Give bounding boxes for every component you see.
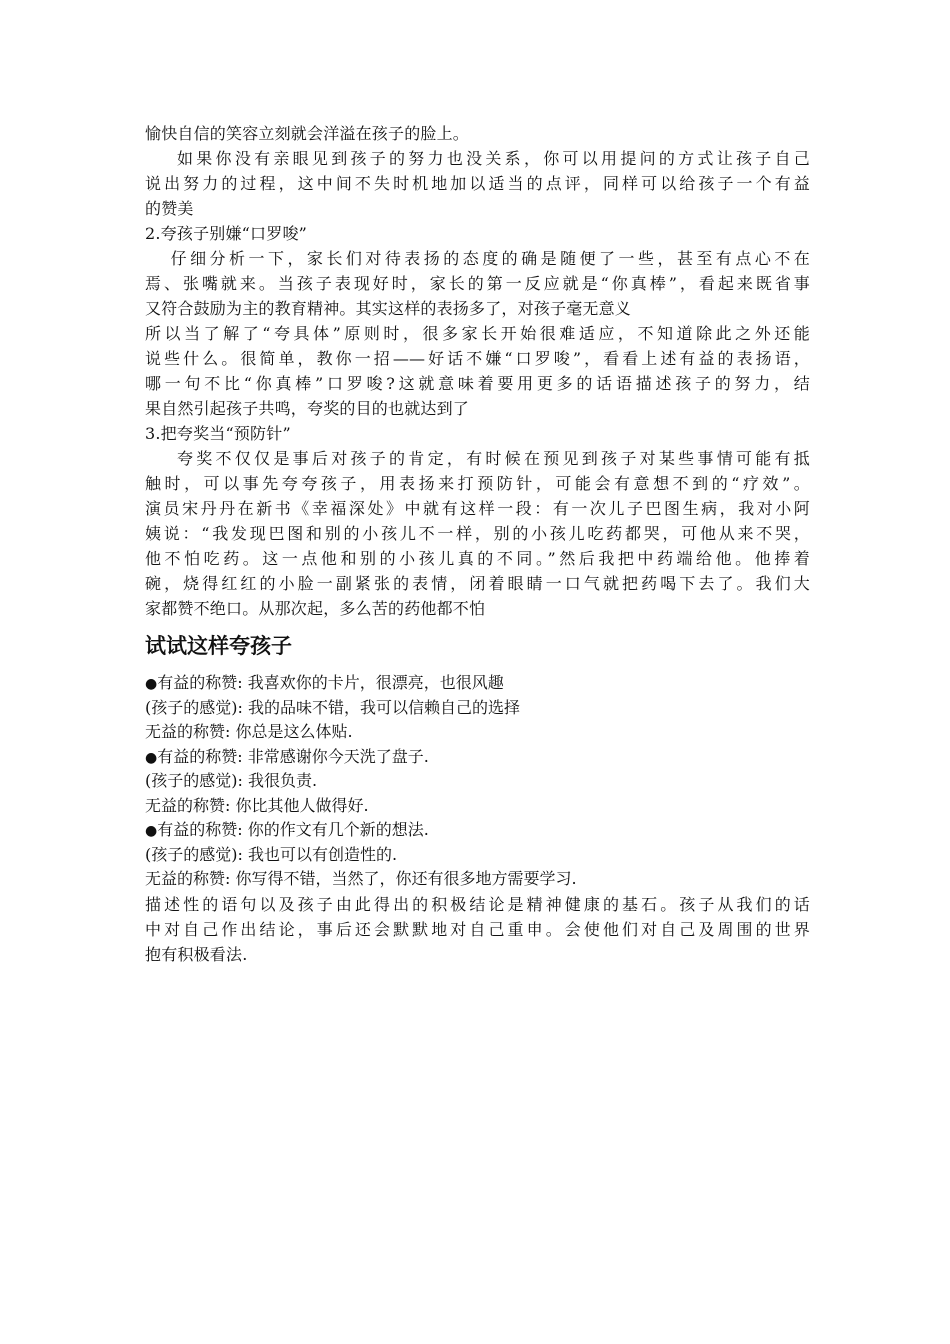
paragraph-conclusion [145,892,810,967]
bullet-icon: ● [145,823,158,839]
text-line: 家都赞不绝口。从那次起，多么苦的药他都不怕 [145,599,486,618]
text-line: 说些什么。很简单，教你一招——好话不嫌“口罗唆”，看看上述有益的表扬语， [145,349,810,368]
bullet-icon: ● [145,749,158,766]
text-line: 他不怕吃药。这一点他和别的小孩儿真的不同。”然后我把中药端给他。他捧着 [145,549,810,568]
document-page [145,121,810,967]
child-feeling: (孩子的感觉): 我很负责. [145,771,318,790]
text-line: 碗，烧得红红的小脸一副紧张的表情，闭着眼睛一口气就把药喝下去了。我们大 [145,574,810,593]
paragraph-intro-end [145,121,810,146]
text-line: 焉、张嘴就来。当孩子表现好时，家长的第一反应就是“你真棒”，看起来既省事 [145,274,810,293]
paragraph-vaccine [145,446,810,621]
text-line: 果自然引起孩子共鸣，夸奖的目的也就达到了 [145,399,470,418]
bad-praise: 无益的称赞: 你写得不错，当然了，你还有很多地方需要学习. [145,869,577,888]
text-line: 哪一句不比“你真棒”口罗唆?这就意味着要用更多的话语描述孩子的努力，结 [145,374,810,393]
bad-praise: 无益的称赞: 你比其他人做得好. [145,795,369,815]
subheading-3: 3.把夸奖当“预防针” [145,424,291,443]
text-line: 夸奖不仅仅是事后对孩子的肯定，有时候在预见到孩子对某些事情可能有抵 [177,449,810,468]
text-line: 愉快自信的笑容立刻就会洋溢在孩子的脸上。 [145,124,470,143]
bullet-icon: ● [145,676,158,692]
paragraph-analysis [145,246,810,321]
example-group [145,745,810,819]
text-line: 又符合鼓励为主的教育精神。其实这样的表扬多了，对孩子毫无意义 [145,299,632,318]
text-line: 如果你没有亲眼见到孩子的努力也没关系，你可以用提问的方式让孩子自己 [177,149,810,168]
example-group [145,818,810,892]
text-line: 姨说：“我发现巴图和别的小孩儿不一样，别的小孩儿吃药都哭，可他从来不哭， [145,524,810,543]
good-praise: ●有益的称赞: 我喜欢你的卡片，很漂亮，也很风趣 [145,673,504,692]
child-feeling: (孩子的感觉): 我的品味不错，我可以信赖自己的选择 [145,697,520,717]
text-line: 说出努力的过程，这中间不失时机地加以适当的点评，同样可以给孩子一个有益 [145,174,810,193]
text-line: 演员宋丹丹在新书《幸福深处》中就有这样一段：有一次儿子巴图生病，我对小阿 [145,499,810,518]
text-line: 触时，可以事先夸夸孩子，用表扬来打预防针，可能会有意想不到的“疗效”。 [145,474,810,493]
text-line: 中对自己作出结论，事后还会默默地对自己重申。会使他们对自己及周围的世界 [145,919,810,939]
text-line: 抱有积极看法. [145,944,248,964]
subheading-2: 2.夸孩子别嫌“口罗唆” [145,224,308,243]
child-feeling: (孩子的感觉): 我也可以有创造性的. [145,844,398,864]
text-line: 的赞美 [145,199,194,218]
text-line: 仔细分析一下，家长们对待表扬的态度的确是随便了一些，甚至有点心不在 [170,249,810,268]
bad-praise: 无益的称赞: 你总是这么体贴. [145,722,353,741]
text-line: 所以当了解了“夸具体”原则时，很多家长开始很难适应，不知道除此之外还能 [145,324,810,343]
good-praise: ●有益的称赞: 非常感谢你今天洗了盘子. [145,746,429,766]
example-group [145,671,810,745]
paragraph-ask-questions [145,146,810,221]
good-praise: ●有益的称赞: 你的作文有几个新的想法. [145,820,429,839]
section-title: 试试这样夸孩子 [145,634,292,658]
text-line: 描述性的语句以及孩子由此得出的积极结论是精神健康的基石。孩子从我们的话 [145,894,810,914]
praise-examples [145,671,810,892]
paragraph-verbose-praise [145,321,810,421]
